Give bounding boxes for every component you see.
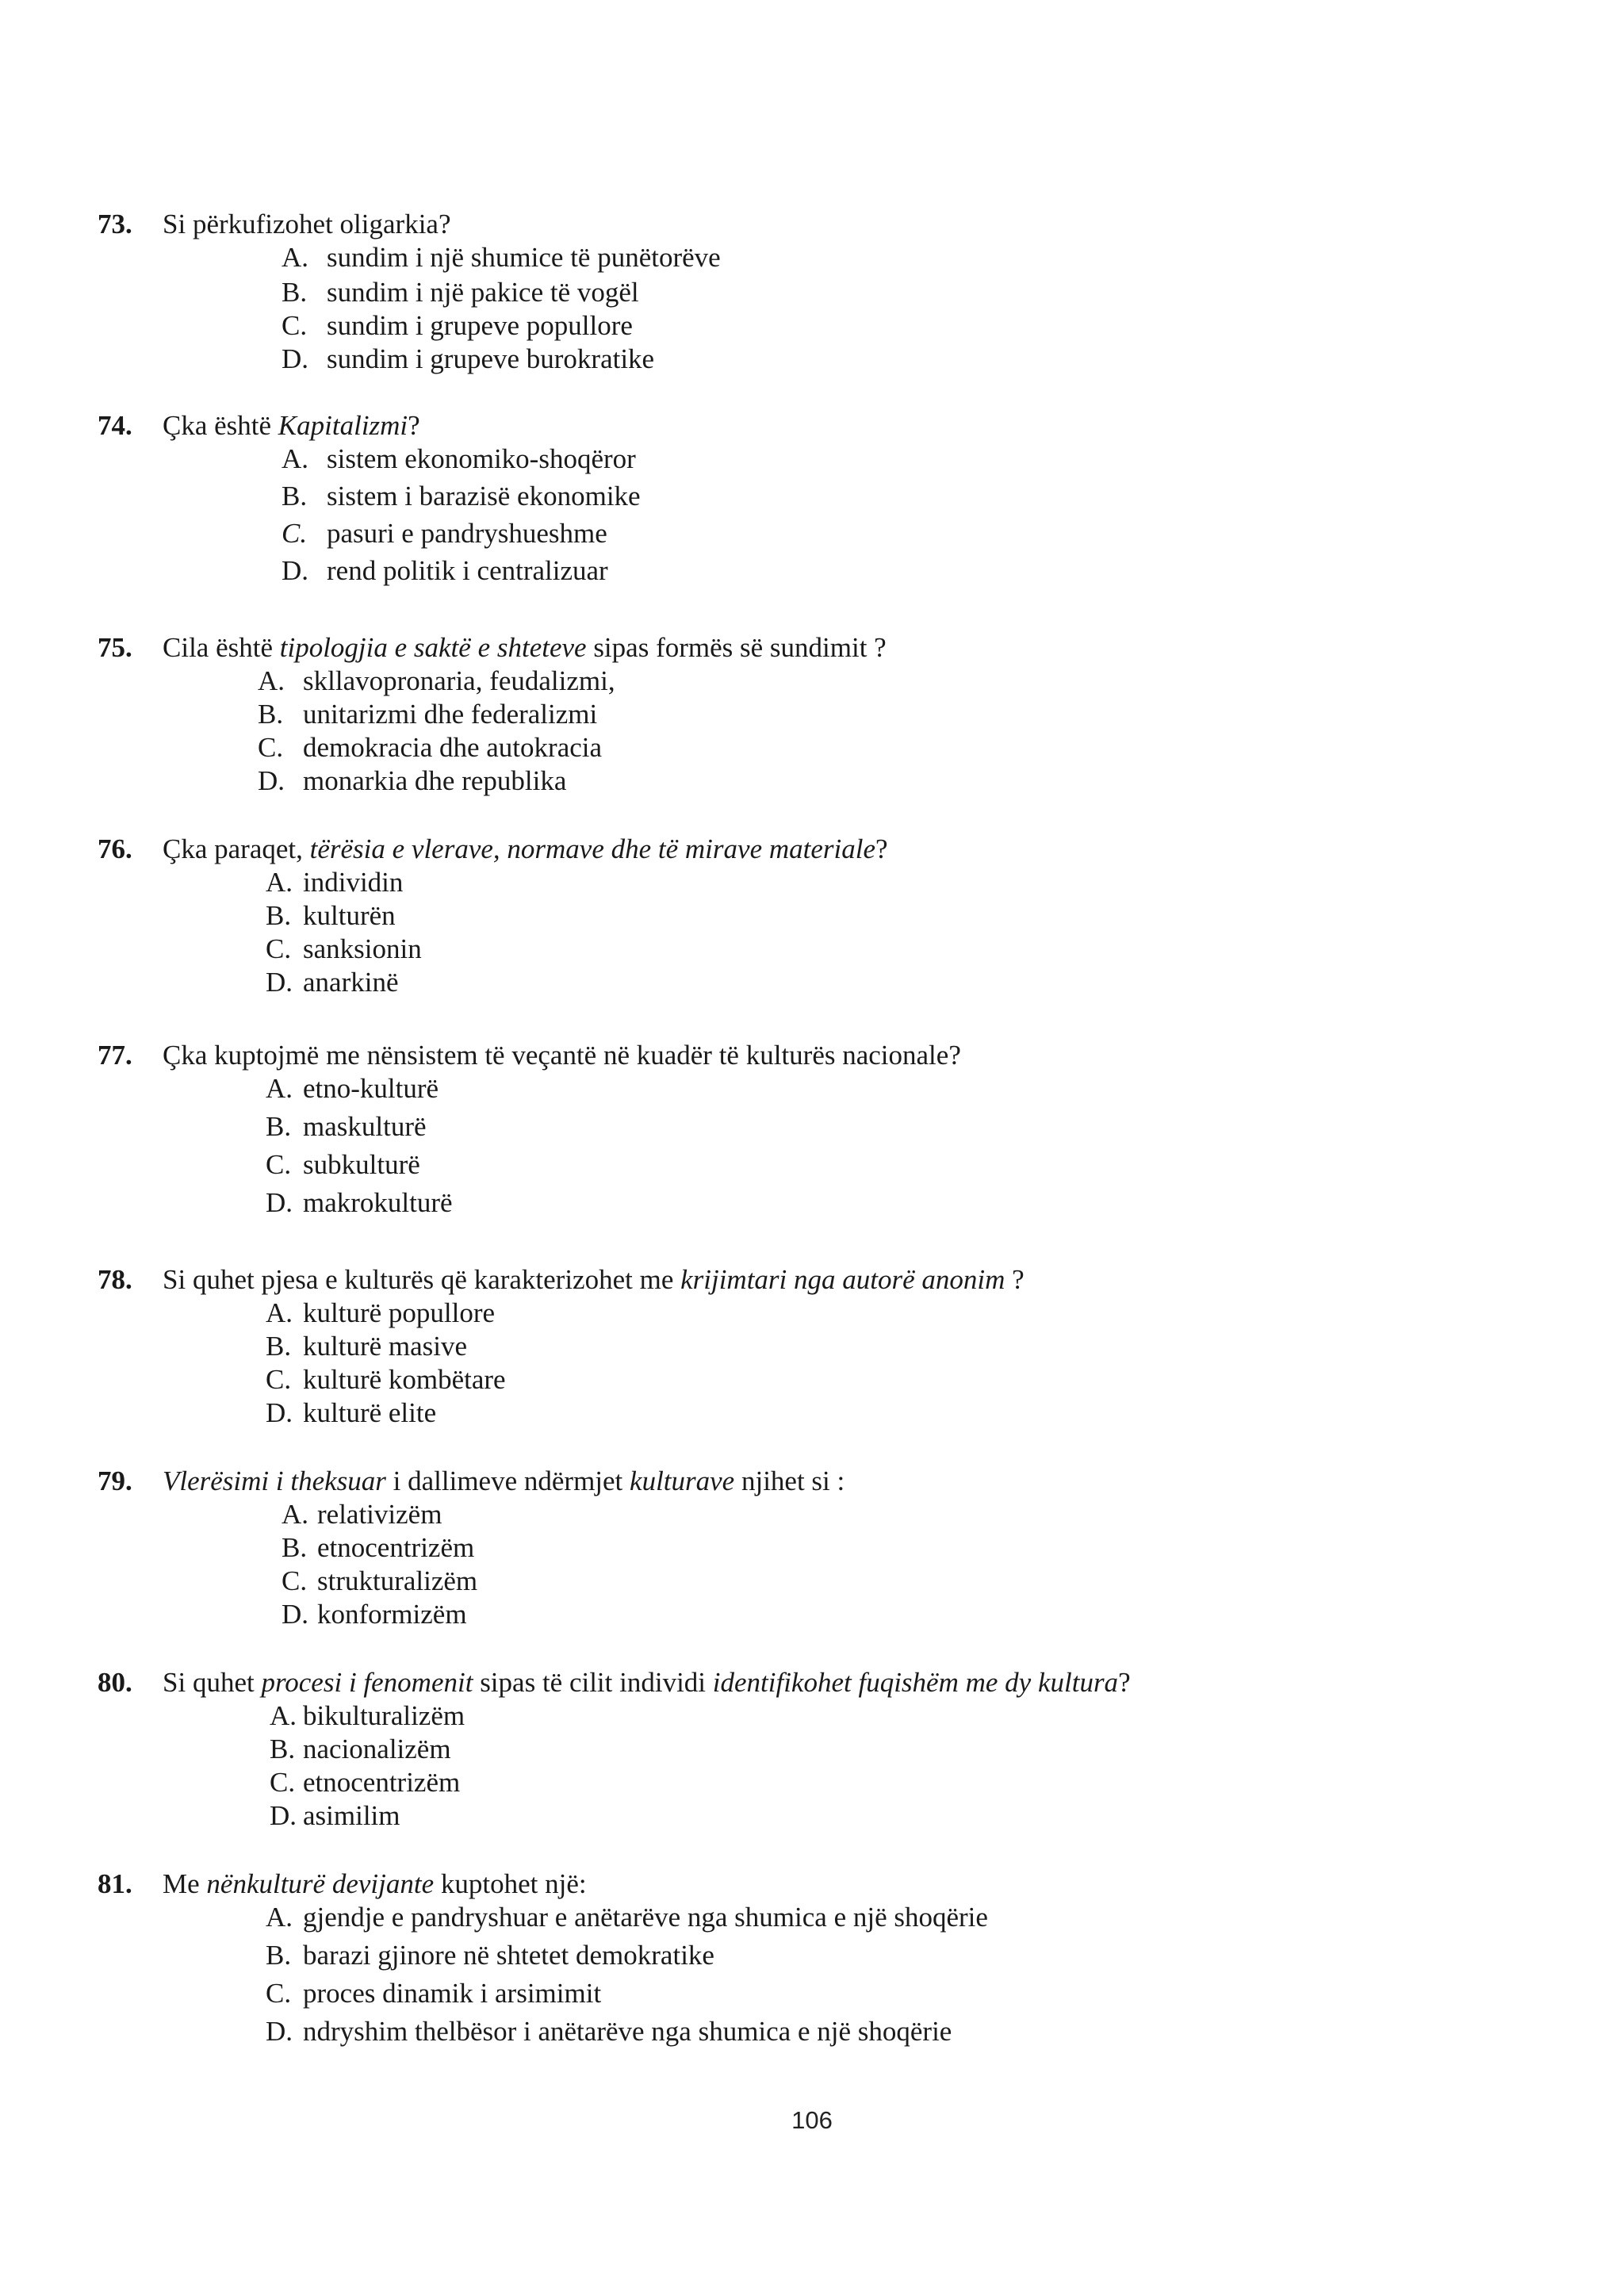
question-text-italic: procesi i fenomenit <box>261 1667 473 1698</box>
answer-option <box>266 899 396 933</box>
option-text: relativizëm <box>317 1499 442 1530</box>
answer-option <box>270 1733 451 1766</box>
option-text: sundim i një shumice të punëtorëve <box>327 242 721 273</box>
answer-option <box>258 731 603 764</box>
question-text-segment: Me <box>163 1868 207 1899</box>
question-number: 75. <box>98 632 132 663</box>
option-letter: B. <box>258 699 284 730</box>
question-text-italic: nënkulturë devijante <box>206 1868 435 1899</box>
option-text: strukturalizëm <box>317 1565 478 1596</box>
option-text: unitarizmi dhe federalizmi <box>303 699 598 730</box>
question-text <box>163 833 888 866</box>
option-text: skllavopronaria, feudalizmi, <box>303 665 615 696</box>
option-letter: A. <box>266 1902 293 1933</box>
option-letter: A. <box>266 867 293 898</box>
question-number: 78. <box>98 1264 132 1295</box>
option-letter: C. <box>270 1767 296 1798</box>
question-text-segment: Cila është <box>163 632 280 663</box>
option-letter: C. <box>266 933 292 964</box>
question-text-segment: ? <box>875 833 888 864</box>
answer-option <box>266 933 422 966</box>
option-text: maskulturë <box>303 1111 427 1142</box>
option-text: konformizëm <box>317 1599 467 1630</box>
question-text-segment: Çka kuptojmë me nënsistem të veçantë në kuadër të kulturës nacionale? <box>163 1040 961 1071</box>
option-letter: C. <box>266 1978 292 2009</box>
option-text: sanksionin <box>303 933 422 964</box>
option-text: rend politik i centralizuar <box>327 555 608 586</box>
question-text-italic: kulturave <box>630 1465 735 1496</box>
question-text-segment: Si përkufizohet oligarkia? <box>163 209 451 239</box>
page-number: 106 <box>791 2106 833 2134</box>
option-letter: A. <box>270 1700 297 1731</box>
option-letter: D. <box>266 967 293 998</box>
answer-option <box>266 1330 468 1363</box>
answer-option <box>266 1977 602 2010</box>
answer-option <box>282 1565 478 1598</box>
answer-option <box>282 241 721 274</box>
question-text <box>163 1868 587 1901</box>
option-text: sundim i grupeve popullore <box>327 310 633 341</box>
question-text-segment: ? <box>1005 1264 1025 1295</box>
answer-option <box>282 480 641 513</box>
answer-option <box>266 2015 952 2048</box>
option-text: ndryshim thelbësor i anëtarëve nga shumica e një shoqërie <box>303 2016 952 2047</box>
question-text-italic: krijimtari nga autorë anonim <box>680 1264 1005 1295</box>
option-letter: C. <box>266 1149 292 1180</box>
answer-option <box>282 343 655 376</box>
option-letter: C. <box>282 1565 308 1596</box>
question-text-segment: njihet si : <box>734 1465 845 1496</box>
option-letter: B. <box>282 481 308 511</box>
option-text: kulturën <box>303 900 396 931</box>
answer-option <box>282 1598 467 1631</box>
question-text-segment: Çka është <box>163 410 278 441</box>
question-text-segment: sipas formës së sundimit ? <box>586 632 887 663</box>
option-text: etnocentrizëm <box>303 1767 461 1798</box>
option-letter: A. <box>266 1297 293 1328</box>
question-text-italic: tërësia e vlerave, normave dhe të mirave materiale <box>309 833 875 864</box>
option-text: kulturë masive <box>303 1331 468 1362</box>
answer-option <box>258 764 567 798</box>
option-text: nacionalizëm <box>303 1734 451 1764</box>
answer-option <box>266 1396 437 1430</box>
option-letter: B. <box>282 1532 308 1563</box>
answer-option <box>282 309 633 343</box>
option-letter: D. <box>282 1599 309 1630</box>
answer-option <box>282 276 639 309</box>
answer-option <box>282 1531 475 1565</box>
option-text: pasuri e pandryshueshme <box>327 518 607 549</box>
option-text: proces dinamik i arsimimit <box>303 1978 602 2009</box>
option-text: sistem i barazisë ekonomike <box>327 481 641 511</box>
option-letter: C. <box>266 1364 292 1395</box>
answer-option <box>266 1363 506 1396</box>
answer-option <box>266 1186 453 1220</box>
option-text: kulturë elite <box>303 1397 437 1428</box>
question-number: 81. <box>98 1868 132 1899</box>
question-text-segment: ? <box>1118 1667 1131 1698</box>
question-text <box>163 631 887 665</box>
option-letter: A. <box>258 665 285 696</box>
question-text-italic: Kapitalizmi <box>278 410 408 441</box>
question-text-segment: ? <box>408 410 420 441</box>
answer-option <box>270 1799 400 1833</box>
question-number: 73. <box>98 209 132 239</box>
question-text-segment: kuptohet një: <box>434 1868 587 1899</box>
question-number: 79. <box>98 1465 132 1496</box>
option-letter: A. <box>282 242 309 273</box>
option-letter: A. <box>266 1073 293 1104</box>
option-letter: D. <box>282 555 309 586</box>
option-text: anarkinë <box>303 967 399 998</box>
answer-option <box>270 1699 465 1733</box>
question-text-italic: identifikohet fuqishëm me dy kultura <box>712 1667 1119 1698</box>
answer-option <box>266 1110 427 1144</box>
answer-option <box>282 1498 442 1531</box>
question-text-italic: Vlerësimi i theksuar <box>163 1465 386 1496</box>
answer-option <box>282 554 608 588</box>
question-text-italic: tipologjia e saktë e shteteve <box>279 632 587 663</box>
option-letter: B. <box>266 1331 292 1362</box>
option-letter: B. <box>266 1111 292 1142</box>
option-letter: C. <box>282 310 308 341</box>
question-text <box>163 409 420 442</box>
option-letter: A. <box>282 443 309 474</box>
question-text <box>163 1039 961 1072</box>
option-text: subkulturë <box>303 1149 420 1180</box>
option-letter: B. <box>282 277 308 308</box>
option-letter: D. <box>266 1187 293 1218</box>
option-text: gjendje e pandryshuar e anëtarëve nga shumica e një shoqërie <box>303 1902 988 1933</box>
option-text: bikulturalizëm <box>303 1700 465 1731</box>
question-text <box>163 1666 1131 1699</box>
question-text-segment: i dallimeve ndërmjet <box>385 1465 630 1496</box>
option-letter: C. <box>282 518 308 549</box>
option-text: etno-kulturë <box>303 1073 439 1104</box>
question-number: 77. <box>98 1040 132 1071</box>
answer-option <box>266 1901 988 1934</box>
option-text: etnocentrizëm <box>317 1532 475 1563</box>
option-letter: D. <box>258 765 285 796</box>
option-letter: D. <box>282 343 309 374</box>
option-letter: B. <box>266 900 292 931</box>
question-text-segment: Çka paraqet, <box>163 833 310 864</box>
answer-option <box>266 1148 420 1182</box>
option-letter: A. <box>282 1499 309 1530</box>
option-letter: D. <box>266 2016 293 2047</box>
answer-option <box>282 517 607 550</box>
answer-option <box>270 1766 461 1799</box>
question-text-segment: sipas të cilit individi <box>473 1667 713 1698</box>
option-text: sundim i grupeve burokratike <box>327 343 655 374</box>
option-letter: C. <box>258 732 284 763</box>
option-letter: D. <box>270 1800 297 1831</box>
option-text: monarkia dhe republika <box>303 765 567 796</box>
option-letter: D. <box>266 1397 293 1428</box>
answer-option <box>266 966 399 999</box>
answer-option <box>266 1072 439 1105</box>
answer-option <box>282 442 636 476</box>
question-text <box>163 1465 845 1498</box>
option-letter: B. <box>266 1940 292 1971</box>
question-number: 74. <box>98 410 132 441</box>
answer-option <box>266 1939 714 1972</box>
option-text: barazi gjinore në shtetet demokratike <box>303 1940 714 1971</box>
question-text-segment: Si quhet <box>163 1667 262 1698</box>
question-text <box>163 208 450 241</box>
answer-option <box>258 698 598 731</box>
option-text: sundim i një pakice të vogël <box>327 277 639 308</box>
option-letter: B. <box>270 1734 296 1764</box>
question-number: 76. <box>98 833 132 864</box>
question-text <box>163 1263 1025 1297</box>
option-text: makrokulturë <box>303 1187 453 1218</box>
option-text: kulturë popullore <box>303 1297 496 1328</box>
option-text: kulturë kombëtare <box>303 1364 506 1395</box>
option-text: asimilim <box>303 1800 400 1831</box>
answer-option <box>258 665 615 698</box>
question-text-segment: Si quhet pjesa e kulturës që karakterizohet me <box>163 1264 681 1295</box>
question-number: 80. <box>98 1667 132 1698</box>
answer-option <box>266 866 404 899</box>
option-text: demokracia dhe autokracia <box>303 732 603 763</box>
option-text: individin <box>303 867 404 898</box>
option-text: sistem ekonomiko-shoqëror <box>327 443 636 474</box>
answer-option <box>266 1297 496 1330</box>
